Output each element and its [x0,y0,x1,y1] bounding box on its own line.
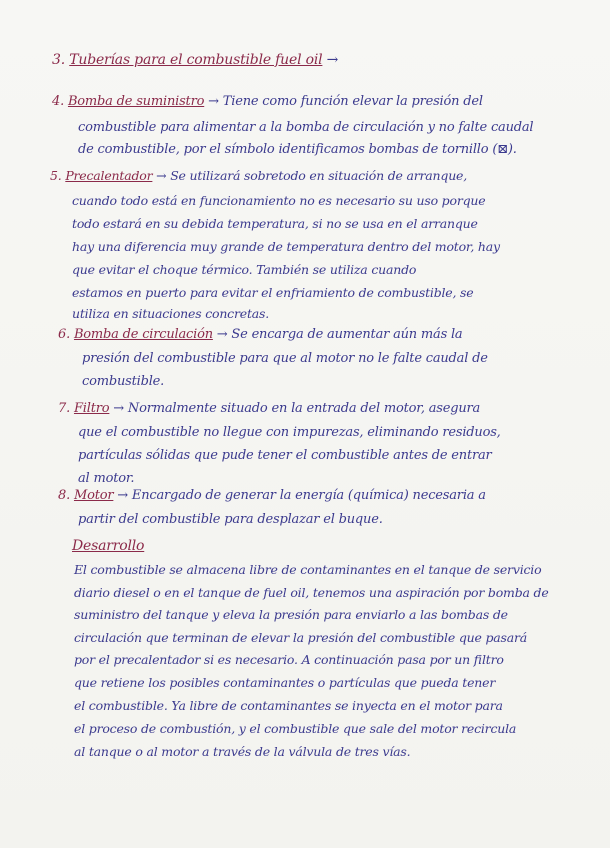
item-5-continuation: todo estará en su debida temperatura, si no se usa en el arranque [72,216,478,231]
item-number: 3. [52,52,65,68]
item-5-continuation: que evitar el choque térmico. También se utiliza cuando [72,262,417,277]
item-number: 5. [50,168,62,183]
item-5-continuation: estamos en puerto para evitar el enfriamiento de combustible, se [72,285,474,300]
item-number: 7. [58,401,71,416]
item-4-continuation: combustible para alimentar a la bomba de circulación y no falte caudal [78,120,534,135]
item-4-continuation: de combustible, por el símbolo identificamos bombas de tornillo (⊠). [78,142,517,157]
item-8-line [58,488,486,503]
item-text: → [322,52,339,68]
desarrollo-line: que retiene los posibles contaminantes o partículas que pueda tener [74,675,496,690]
item-heading: Bomba de circulación [73,327,213,342]
item-6-continuation: combustible. [82,374,165,389]
item-number: 4. [52,94,65,109]
item-heading: Filtro [73,401,110,416]
item-number: 6. [58,327,71,342]
item-6-continuation: presión del combustible para que al motor no le falte caudal de [82,351,488,366]
item-5-continuation: utiliza en situaciones concretas. [72,306,270,321]
item-heading: Bomba de suministro [67,94,205,109]
item-6-line [58,327,462,342]
desarrollo-line: suministro del tanque y eleva la presión para enviarlo a las bombas de [74,607,508,622]
item-text: → Se encarga de aumentar aún más la [212,327,463,342]
item-7-line [58,401,480,416]
item-4-line [52,94,483,109]
item-heading: Tuberías para el combustible fuel oil [69,52,323,68]
desarrollo-line: circulación que terminan de elevar la presión del combustible que pasará [74,630,527,645]
desarrollo-line: el combustible. Ya libre de contaminantes se inyecta en el motor para [74,698,503,713]
desarrollo-line: El combustible se almacena libre de contaminantes en el tanque de servicio [74,562,542,577]
item-text: → Encargado de generar la energía (química) necesaria a [113,488,486,503]
item-7-continuation: que el combustible no llegue con impurezas, eliminando residuos, [78,425,501,440]
item-text: → Tiene como función elevar la presión del [204,94,483,109]
item-3-line [52,52,338,68]
desarrollo-line: por el precalentador si es necesario. A continuación pasa por un filtro [74,652,504,667]
item-text: → Se utilizará sobretodo en situación de arranque, [152,168,468,183]
item-8-continuation: partir del combustible para desplazar el buque. [78,512,383,527]
item-7-continuation: partículas sólidas que pude tener el combustible antes de entrar [78,448,492,463]
desarrollo-line: al tanque o al motor a través de la válvula de tres vías. [74,744,411,759]
item-number: 8. [58,488,71,503]
desarrollo-line: diario diesel o en el tanque de fuel oil, tenemos una aspiración por bomba de [74,585,549,600]
desarrollo-heading: Desarrollo [72,538,145,554]
item-5-continuation: cuando todo está en funcionamiento no es necesario su uso porque [72,193,486,208]
item-5-line [50,168,467,183]
item-5-continuation: hay una diferencia muy grande de temperatura dentro del motor, hay [72,239,500,254]
item-heading: Motor [73,488,114,503]
item-7-continuation: al motor. [78,471,135,486]
desarrollo-line: el proceso de combustión, y el combustible que sale del motor recircula [74,721,517,736]
item-text: → Normalmente situado en la entrada del motor, asegura [109,401,481,416]
item-heading: Precalentador [65,168,153,183]
